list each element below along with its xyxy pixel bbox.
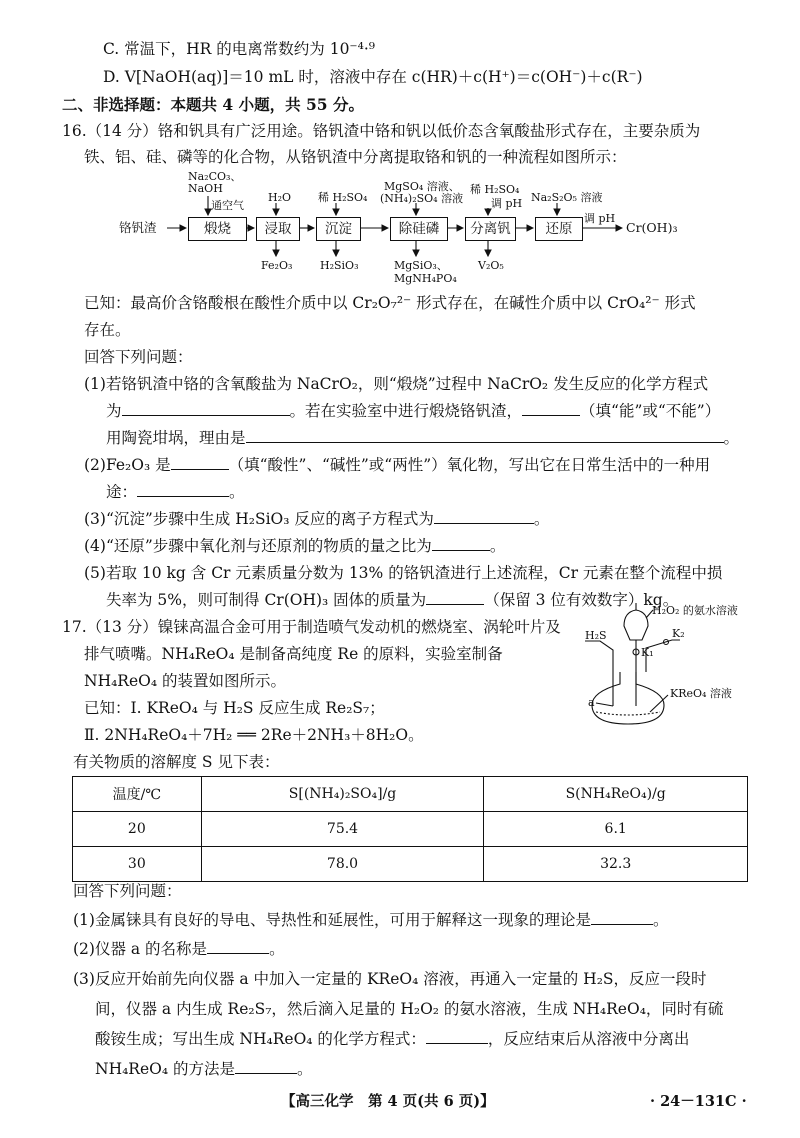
table-row xyxy=(73,812,748,847)
q17-answer-prompt: 回答下列问题： xyxy=(73,882,182,900)
apparatus-a-label: a xyxy=(588,696,595,709)
table-header: 温度/℃ xyxy=(73,777,202,812)
q16-answer-prompt: 回答下列问题： xyxy=(84,348,193,366)
table-cell: 32.3 xyxy=(484,847,748,882)
flow-top-h2so4-1: 稀 H₂SO₄ xyxy=(318,191,368,204)
apparatus-h2s-label: H₂S xyxy=(585,629,607,642)
table-cell: 75.4 xyxy=(201,812,484,847)
q16-intro-2: 铁、铝、硅、磷等的化合物，从铬钒渣中分离提取铬和钒的一种流程如图所示： xyxy=(84,148,627,166)
flow-bottom-fe2o3: Fe₂O₃ xyxy=(261,259,293,272)
flow-top-mgso4: MgSO₄ 溶液、 xyxy=(384,180,460,193)
apparatus-k2-label: K₂ xyxy=(672,627,685,640)
q16-intro-1: 16.（14 分）铬和钒具有广泛用途。铬钒渣中铬和钒以低价态含氧酸盐形式存在，主要杂质为 xyxy=(62,122,701,140)
q17-intro-2: 排气喷嘴。NH₄ReO₄ 是制备高纯度 Re 的原料，实验室制备 xyxy=(84,645,503,663)
apparatus-kreo4-label: KReO₄ 溶液 xyxy=(670,687,732,700)
flow-bottom-h2sio3: H₂SiO₃ xyxy=(320,259,359,272)
q17-known-1: 已知：Ⅰ. KReO₄ 与 H₂S 反应生成 Re₂S₇； xyxy=(84,699,385,717)
flow-top-air: 通空气 xyxy=(211,199,244,212)
flow-top-ph-2: 调 pH xyxy=(584,212,616,225)
q17-intro-1: 17.（13 分）镍铼高温合金可用于制造喷气发动机的燃烧室、涡轮叶片及 xyxy=(62,618,561,636)
flow-top-ph-1: 调 pH xyxy=(491,197,523,210)
q17-intro-3: NH₄ReO₄ 的装置如图所示。 xyxy=(84,672,286,690)
q17-part3-line4: NH₄ReO₄ 的方法是 。 xyxy=(95,1060,313,1078)
flow-step-calcine: 煅烧 xyxy=(188,217,247,241)
table-caption: 有关物质的溶解度 S 见下表： xyxy=(73,753,280,771)
flow-top-na2s2o5: Na₂S₂O₅ 溶液 xyxy=(531,191,603,204)
section-heading: 二、非选择题：本题共 4 小题，共 55 分。 xyxy=(62,95,364,114)
flow-start: 铬钒渣 xyxy=(119,220,157,235)
flow-step-reduce: 还原 xyxy=(535,217,583,241)
flow-bottom-v2o5: V₂O₅ xyxy=(478,259,504,272)
q17-part2: (2)仪器 a 的名称是 。 xyxy=(73,940,285,958)
table-cell: 6.1 xyxy=(484,812,748,847)
q16-part5-line1: (5)若取 10 kg 含 Cr 元素质量分数为 13% 的铬钒渣进行上述流程，Cr 元素在整个流程中损 xyxy=(84,564,723,582)
option-c: C. 常温下，HR 的电离常数约为 10⁻⁴·⁹ xyxy=(103,40,375,58)
flow-bottom-mgsio3: MgSiO₃、 xyxy=(394,259,448,272)
flow-step-remove-si-p: 除硅磷 xyxy=(390,217,448,241)
answer-blank[interactable] xyxy=(207,939,269,954)
q17-part3-line2: 间，仪器 a 内生成 Re₂S₇，然后滴入足量的 H₂O₂ 的氨水溶液，生成 NH₄ReO₄，同时有硫 xyxy=(95,1000,724,1018)
q16-part1-line1: (1)若铬钒渣中铬的含氧酸盐为 NaCrO₂，则“煅烧”过程中 NaCrO₂ 发生反应的化学方程式 xyxy=(84,375,709,393)
table-cell: 20 xyxy=(73,812,202,847)
flow-top-na2co3: Na₂CO₃、 xyxy=(188,170,242,183)
table-row xyxy=(73,847,748,882)
table-cell: 78.0 xyxy=(201,847,484,882)
q16-part2-line1: (2)Fe₂O₃ 是 （填“酸性”、“碱性”或“两性”）氧化物，写出它在日常生活中的一种用 xyxy=(84,456,711,474)
q17-part1: (1)金属铼具有良好的导电、导热性和延展性，可用于解释这一现象的理论是 。 xyxy=(73,911,669,929)
q17-known-2: Ⅱ. 2NH₄ReO₄＋7H₂ ══ 2Re＋2NH₃＋8H₂O。 xyxy=(84,726,424,744)
answer-blank[interactable] xyxy=(426,1029,488,1044)
table-cell: 30 xyxy=(73,847,202,882)
flow-end: Cr(OH)₃ xyxy=(626,220,678,235)
option-d: D. V[NaOH(aq)]＝10 mL 时，溶液中存在 c(HR)＋c(H⁺)＝c(OH⁻)＋c(R⁻) xyxy=(103,68,643,86)
flow-top-naoh: NaOH xyxy=(188,182,223,195)
q16-part4: (4)“还原”步骤中氧化剂与还原剂的物质的量之比为 。 xyxy=(84,537,506,555)
page-code: · 24－131C · xyxy=(650,1093,747,1110)
q16-known-2: 存在。 xyxy=(84,321,131,339)
q16-part3: (3)“沉淀”步骤中生成 H₂SiO₃ 反应的离子方程式为 。 xyxy=(84,510,550,528)
flow-top-water: H₂O xyxy=(268,191,292,204)
apparatus-k1-label: K₁ xyxy=(641,646,654,659)
q16-part5-line2: 失率为 5%，则可制得 Cr(OH)₃ 固体的质量为 （保留 3 位有效数字）kg。 xyxy=(106,591,679,609)
q16-part1-line3: 用陶瓷坩埚，理由是 。 xyxy=(106,429,740,447)
flow-step-precipitate: 沉淀 xyxy=(316,217,361,241)
table-header: S[(NH₄)₂SO₄]/g xyxy=(201,777,484,812)
page-footer: 【高三化学 第 4 页(共 6 页)】 xyxy=(281,1093,495,1110)
answer-blank[interactable] xyxy=(235,1059,297,1074)
table-header-row xyxy=(73,777,748,812)
q16-part2-line2: 途： 。 xyxy=(106,483,245,501)
table-header: S(NH₄ReO₄)/g xyxy=(484,777,748,812)
flow-bottom-mgnh4po4: MgNH₄PO₄ xyxy=(394,272,457,285)
q16-known-1: 已知：最高价含铬酸根在酸性介质中以 Cr₂O₇²⁻ 形式存在，在碱性介质中以 CrO₄²⁻ 形式 xyxy=(84,294,696,312)
q16-part1-line2: 为 。若在实验室中进行煅烧铬钒渣， （填“能”或“不能”） xyxy=(106,402,721,420)
solubility-table xyxy=(72,776,748,882)
flow-top-nh4so4: (NH₄)₂SO₄ 溶液 xyxy=(380,192,464,205)
answer-blank[interactable] xyxy=(591,910,653,925)
q17-part3-line1: (3)反应开始前先向仪器 a 中加入一定量的 KReO₄ 溶液，再通入一定量的 H₂S，反应一段时 xyxy=(73,970,707,988)
flow-step-separate-v: 分离钒 xyxy=(465,217,516,241)
q17-part3-line3: 酸铵生成；写出生成 NH₄ReO₄ 的化学方程式： ，反应结束后从溶液中分离出 xyxy=(95,1030,690,1048)
apparatus-h2o2-label: H₂O₂ 的氨水溶液 xyxy=(652,604,738,617)
flow-step-leach: 浸取 xyxy=(256,217,300,241)
flow-top-h2so4-2: 稀 H₂SO₄ xyxy=(470,183,520,196)
